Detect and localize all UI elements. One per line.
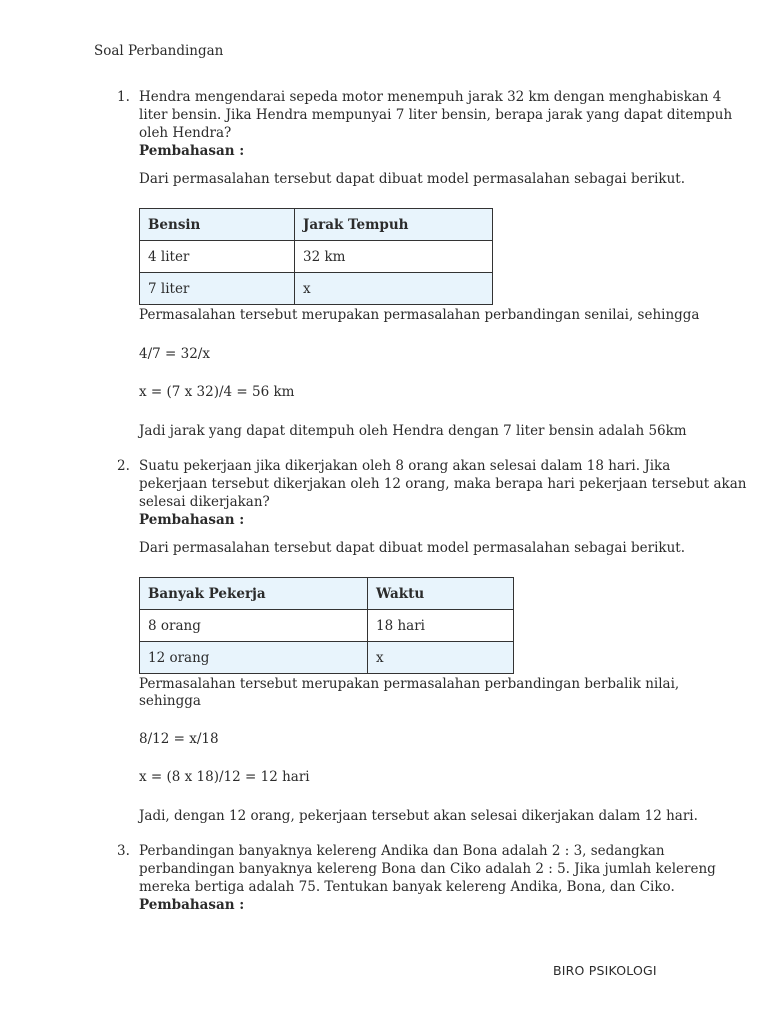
table-cell: 32 km [295,241,493,273]
question-line: selesai dikerjakan? [139,494,270,510]
conclusion-text: Jadi jarak yang dapat ditempuh oleh Hendra dengan 7 liter bensin adalah 56km [139,423,687,439]
table-header-cell: Waktu [368,578,514,610]
question-line: Perbandingan banyaknya kelereng Andika dan Bona adalah 2 : 3, sedangkan [139,843,665,859]
question-number: 2. [117,458,130,474]
pembahasan-heading: Pembahasan : [139,512,245,528]
equation: x = (7 x 32)/4 = 56 km [139,384,295,400]
question-line: Hendra mengendarai sepeda motor menempuh jarak 32 km dengan menghabiskan 4 [139,89,722,105]
question-number: 3. [117,843,130,859]
table-cell: 7 liter [140,273,295,305]
question-text [139,457,747,529]
conclusion-text: Jadi, dengan 12 orang, pekerjaan tersebut akan selesai dikerjakan dalam 12 hari. [139,808,698,824]
pembahasan-heading: Pembahasan : [139,143,245,159]
question-line: pekerjaan tersebut dikerjakan oleh 12 orang, maka berapa hari pekerjaan tersebut akan [139,476,747,492]
footer-text: BIRO PSIKOLOGI [553,963,657,978]
intro-text: Dari permasalahan tersebut dapat dibuat model permasalahan sebagai berikut. [139,171,686,187]
table-header-cell: Jarak Tempuh [295,209,493,241]
question-line: perbandingan banyaknya kelereng Bona dan Ciko adalah 2 : 5. Jika jumlah kelereng [139,861,716,877]
explanation-text: sehingga [139,693,201,709]
table-row [140,642,514,674]
question-line: oleh Hendra? [139,125,232,141]
question-text [139,842,716,914]
page-title: Soal Perbandingan [94,43,224,59]
explanation-text: Permasalahan tersebut merupakan permasalahan perbandingan berbalik nilai, [139,676,680,692]
pembahasan-heading: Pembahasan : [139,897,245,913]
intro-text: Dari permasalahan tersebut dapat dibuat model permasalahan sebagai berikut. [139,540,686,556]
explanation-text: Permasalahan tersebut merupakan permasalahan perbandingan senilai, sehingga [139,307,700,323]
table-cell: 12 orang [140,642,368,674]
table-cell: x [368,642,514,674]
question-number: 1. [117,89,130,105]
question-line: liter bensin. Jika Hendra mempunyai 7 liter bensin, berapa jarak yang dapat ditempuh [139,107,733,123]
table-header-cell: Banyak Pekerja [140,578,368,610]
question-line: mereka bertiga adalah 75. Tentukan banyak kelereng Andika, Bona, dan Ciko. [139,879,675,895]
table-cell: 8 orang [140,610,368,642]
equation: 4/7 = 32/x [139,346,210,362]
data-table [139,208,493,305]
table-header-row [140,209,493,241]
table-cell: 4 liter [140,241,295,273]
data-table [139,577,514,674]
table-cell: x [295,273,493,305]
table-header-cell: Bensin [140,209,295,241]
equation: 8/12 = x/18 [139,731,219,747]
table-cell: 18 hari [368,610,514,642]
table-header-row [140,578,514,610]
table-row [140,610,514,642]
table-row [140,241,493,273]
table-row [140,273,493,305]
equation: x = (8 x 18)/12 = 12 hari [139,769,310,785]
question-text [139,88,733,160]
question-line: Suatu pekerjaan jika dikerjakan oleh 8 orang akan selesai dalam 18 hari. Jika [139,458,671,474]
